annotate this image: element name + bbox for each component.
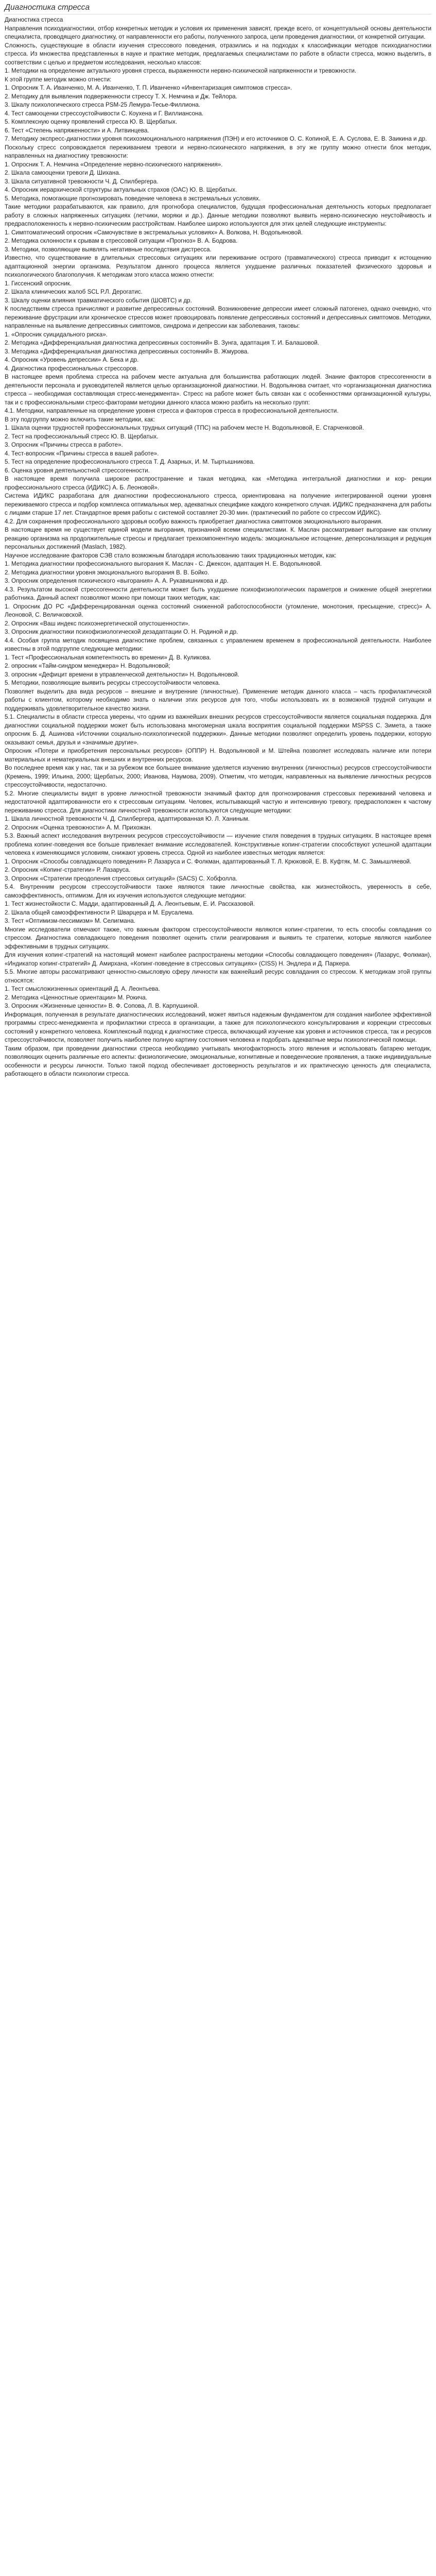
paragraph: 5. Комплексную оценку проявлений стресса Ю. В. Щербатых. (5, 118, 178, 125)
paragraph: 1. «Опросник суицидального риска». (5, 331, 108, 338)
paragraph: 2. Шкала общей самоэффективности Р. Шварцера и М. Ерусалема. (5, 909, 194, 916)
paragraph: К этой группе методик можно отнести: (5, 76, 112, 83)
paragraph: 3. опросник «Дефицит времени в управленческой деятельности» Н. Водопьяновой. (5, 671, 239, 678)
paragraph: 7. Методику экспресс-диагностики уровня психоэмоционального напряжения (ПЭН) и его источников О. С. Копиной, Е. А. Суслова, Е. В. Заикина и др. (5, 135, 427, 142)
paragraph: 2. Методика диагностики уровня эмоционального выгорания В. В. Бойко. (5, 569, 210, 576)
paragraph: 4. Тест-вопросник «Причины стресса в вашей работе». (5, 450, 159, 457)
paragraph: 6. Тест «Степень напряженности» и А. Литвинцева. (5, 127, 149, 134)
page-title: Диагностика стресса (5, 3, 431, 14)
paragraph: 5.3. Важный аспект исследования внутренних ресурсов стрессоустойчивости — изучение стиля поведения в трудных ситуациях. В настоящее время проблема копинг-поведения все больше привлекает внимание исследователей. Конструктивные копинг-стратегии способствуют успешной адаптации человека к изменяющимся условиям, снижают уровень стресса. Одной из наиболее известных методик является: (5, 833, 431, 856)
paragraph: 1. Методики на определение актуального уровня стресса, выраженности нервно-психической напряженности и тревожности. (5, 67, 357, 74)
paragraph: 5.1. Специалисты в области стресса уверены, что одним из важнейших внешних ресурсов стрессоустойчивости является социальная поддержка. Для диагностики социальной поддержки может быть использована многомерная шкала восприятия социальной поддержки MSPSS С. Зимета, а также опросник Б. Д. Ашинова «Источники социально-психологической поддержки». Данные методики позволяют определить уровень поддержки, которую оказывают семья, друзья и «значимые другие». (5, 714, 431, 746)
paragraph: 4.1. Методики, направленные на определение уровня стресса и факторов стресса в профессиональной деятельности. (5, 408, 339, 414)
paragraph: 5.5. Многие авторы рассматривают ценностно-смысловую сферу личности как важнейший ресурс совладания со стрессом. К методикам этой группы относятся: (5, 969, 431, 984)
paragraph: Такие методики разрабатываются, как правило, для прогнобора специалистов, будущая профессиональная деятельность которых предполагает работу в сложных напряженных ситуациях (летчики, моряки и др.). Данные методики позволяют выявить нервно-психическую неустойчивость и предрасположенность к нервно-психическим расстройствам. Наиболее широко используются для этих целей следующие инструменты: (5, 204, 431, 227)
paragraph: Диагностика стресса (5, 16, 63, 23)
paragraph: Система ИДИКС разработана для диагностики профессионального стресса, ориентирована на получение интегрированной оценки уровня переживаемого стресса и подбор комплекса оптимальных мер, адекватных специфике каждого конкретного случая. ИДИКС предназначена для работы с лицами старше 17 лет. Стандартное время работы с системой составляет 20-30 мин. (практический по работе со стрессом ИДИКС). (5, 493, 431, 516)
paragraph: 3. Методики, позволяющие выявлять негативные последствия дистресса. (5, 246, 212, 253)
paragraph: Опросник «Потери и приобретения персональных ресурсов» (ОППР) Н. Водопьяновой и М. Штейна позволяет исследовать наличие или потери материальных и нематериальных внешних и внутренних ресурсов. (5, 748, 431, 763)
paragraph: 1. Тест смысложизненных ориентаций Д. А. Леонтьева. (5, 986, 160, 992)
paragraph: Поскольку стресс сопровождается переживанием тревоги и нервно-психического напряжения, в эту же группу можно отнести блок методик, направленных на диагностику тревожности: (5, 144, 431, 159)
paragraph: В настоящее время не существует единой модели выгорания, признанной всеми специалистами. К. Маслач рассматривает выгорание как отклику реакцию организма на продолжительные стрессы и предлагает трехкомпонентную модель: эмоциональное истощение, деперсонализация и редукция персональных достижений (Maslach, 1982). (5, 527, 431, 550)
paragraph: Информация, полученная в результате диагностических исследований, может явиться надежным фундаментом для создания наиболее эффективной программы стресс-менеджмента и профилактики стресса в организации, а также для психологического консультирования и коррекции стрессовых состояний у конкретного человека. Комплексный подход к диагностике стресса, включающий изучение как уровня и источников стресса, так и ресурсов стрессоустойчивости, позволяет получить наиболее полную картину состояния человека и подобрать адекватные меры психологической помощи. (5, 1011, 431, 1043)
paragraph: 2. Методика «Ценностные ориентации» М. Рокича. (5, 994, 147, 1001)
paragraph: 1. Опросник ДО PC «Дифференцированная оценка состояний сниженной работоспособности (утомление, монотония, пресыщение, стресс)» А. Леоновой, С. Величковской. (5, 603, 431, 618)
paragraph: 3. Методика «Дифференциальная диагностика депрессивных состояний» В. Жмурова. (5, 348, 249, 355)
paragraph: Таким образом, при проведении диагностики стресса необходимо учитывать многофакторность этого явления и использовать батарею методик, позволяющих оценить различные его аспекты: физиологические, эмоциональные, когнитивные и поведенческие проявления, а также индивидуальные особенности и ресурсы личности. Только такой подход обеспечивает достоверность результатов и их практическую ценность для специалиста, работающего в области психологии стресса. (5, 1045, 431, 1077)
paragraph: В эту подгруппу можно включить такие методики, как: (5, 416, 155, 423)
paragraph: 3. Шкала ситуативной тревожности Ч. Д. Спилбергера. (5, 178, 159, 185)
paragraph: 5. Методика, помогающие прогнозировать поведение человека в экстремальных условиях. (5, 195, 260, 202)
paragraph: 4.4. Особая группа методик посвящена диагностике проблем, связанных с управлением временем в профессиональной деятельности. Наиболее известны в этой подгруппе следующие методики: (5, 637, 431, 652)
document (0, 0, 436, 1084)
paragraph: 1. Шкала оценки трудностей профессиональных трудных ситуаций (ТПС) на рабочем месте Н. Водопьяновой, Е. Старченковой. (5, 425, 364, 431)
paragraph: 5. Тест на определение профессионального стресса Т. Д. Азарных, И. М. Тыртышникова. (5, 459, 255, 465)
paragraph: 1. Опросник «Способы совладающего поведения» Р. Лазаруса и С. Фолкман, адаптированный Т. Л. Крюковой, Е. В. Куфтяк, М. С. Замышляевой. (5, 858, 412, 865)
paragraph: 1. Тест «Профессиональная компетентность во времени» Д. В. Куликова. (5, 654, 212, 661)
paragraph: 3. Опросник «Стратегии преодоления стрессовых ситуаций» (SACS) С. Хобфолла. (5, 875, 237, 882)
paragraph: 6. Оценка уровня деятельностной стрессогенности. (5, 467, 150, 474)
paragraph: Во последнее время как у нас, так и за рубежом все большее внимание уделяется изучению внутренних (личностных) ресурсов стрессоустойчивости (Кремень, 1999; Ильина, 2000; Щербатых, 2000; Иванова, Наумова, 2009). Отметим, что методик, направленных на выявление личностных ресурсов стрессоустойчивости, недостаточно. (5, 765, 431, 788)
document-body (5, 16, 431, 1079)
paragraph: 3. Опросник «Жизненные ценности» В. Ф. Сопова, Л. В. Карпушиной. (5, 1003, 199, 1009)
paragraph: 2. Шкала самооценки тревоги Д. Шихана. (5, 170, 120, 176)
paragraph: 1. Опросник Т. А. Иванченко, М. А. Иванченко, Т. П. Иванченко «Инвентаризация симптомов стресса». (5, 84, 292, 91)
paragraph: 1. Гиссенский опросник. (5, 280, 72, 287)
paragraph: 2. Опросник «Ваш индекс психоэнергетической опустошенности». (5, 620, 190, 627)
paragraph: 1. Тест жизнестойкости С. Мадди, адаптированный Д. А. Леонтьевым, Е. И. Рассказовой. (5, 901, 255, 907)
paragraph: 2. Методика склонности к срывам в стрессовой ситуации «Прогноз» В. А. Бодрова. (5, 238, 238, 244)
paragraph: 2. Методику для выявления подверженности стрессу Т. Х. Немчина и Дж. Тейлора. (5, 93, 237, 100)
paragraph: 1. Симптоматический опросник «Самочувствие в экстремальных условиях» А. Волкова, Н. Водопьяновой. (5, 229, 303, 236)
paragraph: 4. Опросник иерархической структуры актуальных страхов (ОАС) Ю. В. Щербатых. (5, 187, 237, 193)
paragraph: Позволяет выделить два вида ресурсов – внешние и внутренние (личностные). Применение методик данного класса – часть профилактической работы с клиентом, которому необходимо знать о наличии этих ресурсов для того, чтобы использовать их в возможной трудной ситуации и поддерживать удовлетворительное качество жизни. (5, 688, 431, 712)
paragraph: 2. Опросник «Оценка тревожности» А. М. Прихожан. (5, 824, 152, 831)
paragraph: 2. Тест на профессиональный стресс Ю. В. Щербатых. (5, 433, 159, 440)
paragraph: 1. Опросник Т. А. Немчина «Определение нервно-психического напряжения». (5, 161, 223, 168)
paragraph: 2. Опросник «Копинг-стратегии» Р. Лазаруса. (5, 867, 131, 873)
paragraph: Научное исследование факторов СЭВ стало возможным благодаря использованию таких традиционных методик, как: (5, 552, 337, 559)
paragraph: 2. Методика «Дифференциальная диагностика депрессивных состояний» В. Зунга, адаптация Т. И. Балашовой. (5, 340, 320, 346)
paragraph: 3. Опросник диагностики психофизиологической дезадаптации О. Н. Родиной и др. (5, 629, 238, 635)
paragraph: 5. Методики, позволяющие выявить ресурсы стрессоустойчивости человека. (5, 680, 220, 686)
paragraph: Направления психодиагностики, отбор конкретных методик и условия их применения зависят, прежде всего, от концептуальной основы деятельности специалиста, проводящего диагностику, от направленности его работы, полученного запроса, цели проведения диагностики, от конкретной ситуации. (5, 25, 431, 40)
paragraph: 4. Опросник «Уровень депрессии» А. Бека и др. (5, 357, 139, 363)
paragraph: 5.4. Внутренним ресурсом стрессоустойчивости также являются такие личностные свойства, как жизнестойкость, уверенность в себе, самоэффективность, оптимизм. Для их изучения используются следующие методики: (5, 884, 431, 899)
paragraph: 4. Диагностика профессиональных стрессоров. (5, 365, 138, 372)
paragraph: В настоящее время получила широкое распространение и такая методика, как «Методика интегральной диагностики и кор- рекции профессионального стресса (ИДИКС) А. Б. Леоновой». (5, 476, 431, 491)
paragraph: В настоящее время проблема стресса на рабочем месте актуальна для большинства работающих людей. Знание факторов стрессогенности в деятельности персонала и руководителей является целью организационной диагностики. Н. Водопьянова считает, что «организационная диагностика стресса – необходимая составляющая стресс-менеджмента». Стресс на работе может быть связан как с особенностями организационной культуры, так и с профессиональными стресс-факторами методики данного класса можно разбить на несколько групп: (5, 374, 431, 406)
paragraph: 3. Опросник определения психического «выгорания» А. А. Рукавишникова и др. (5, 578, 229, 584)
paragraph: 4. Тест самооценки стрессоустойчивости С. Коухена и Г. Виллиансона. (5, 110, 204, 117)
paragraph: 1. Методика диагностики профессионального выгорания К. Маслач - С. Джексон, адаптация Н. Е. Водопьяновой. (5, 561, 322, 567)
paragraph: Известно, что существование в длительных стрессовых ситуациях или переживание острого (травматического) стресса приводит к истощению адаптационной энергии организма. Результатом данного процесса является ухудшение различных показателей физического здоровья и психологического благополучия. К методикам этого класса можно отнести: (5, 255, 431, 278)
paragraph: 1. Шкала личностной тревожности Ч. Д. Спилбергера, адаптированная Ю. Л. Ханиным. (5, 816, 250, 822)
paragraph: 2. Шкала клинических жалоб SCL Р.Л. Дерогатис. (5, 289, 143, 295)
paragraph: К последствиям стресса причисляют и развитие депрессивных состояний. Возникновение депрессии имеет сложный патогенез, однако очевидно, что переживание фрустрации или хроническое стрессов может провоцировать появление депрессивных состояний и депрессивных симптомов. Методики, направленные на выявление депрессивных симптомов, синдрома и депрессии как заболевания, таковы: (5, 306, 431, 329)
paragraph: 4.3. Результатом высокой стрессогенности деятельности может быть ухудшение психофизиологических параметров и снижение общей энергетики работника. Данный аспект позволяют можно при помощи таких методик, как: (5, 586, 431, 601)
paragraph: 2. опросник «Тайм-синдром менеджера» Н. Водопьяновой; (5, 663, 170, 669)
paragraph: 3. Шкалу психологического стресса PSM-25 Лемура-Тесье-Филлиона. (5, 101, 200, 108)
paragraph: Для изучения копинг-стратегий на настоящий момент наиболее распространены методики «Способы совладающего поведения» (Лазарус, Фолкман), «Индикатор копинг-стратегий» Д. Амирхана, «Копинг-поведение в стрессовых ситуациях» (CISS) Н. Эндлера и Д. Паркера. (5, 952, 431, 967)
paragraph: Сложность, существующие в области изучения стрессового поведения, отразились и на подходах к классификации методов психодиагностики стресса. Из множества представленных в науке и практике методик, предлагаемых специалистами по работе в области стресса, можно выделить, в соответствии с целью и предметом исследования, несколько классов: (5, 42, 431, 66)
paragraph: 5.2. Многие специалисты видят в уровне личностной тревожности значимый фактор для прогнозирования стрессовых переживаний человека и недостаточной адаптированности его к стрессовым ситуациям. Человек, испытывающий частую и интенсивную тревогу, предрасположен к частому переживанию стресса. Для диагностики личностной тревожности используются следующие методики: (5, 790, 431, 814)
paragraph: 3. Шкалу оценки влияния травматического события (ШОВТС) и др. (5, 297, 192, 304)
paragraph: 3. Тест «Оптимизм-пессимизм» М. Селигмана. (5, 918, 135, 924)
paragraph: Многие исследователи отмечают также, что важным фактором стрессоустойчивости являются копинг-стратегии, то есть способы совладания со стрессом. Диагностика совладающего поведения позволяет оценить стили реагирования и выявить те стратегии, которые являются наиболее эффективными в трудных ситуациях. (5, 926, 431, 950)
paragraph: 3. Опросник «Причины стресса в работе». (5, 442, 123, 448)
paragraph: 4.2. Для сохранения профессионального здоровья особую важность приобретает диагностика симптомов эмоционального выгорания. (5, 518, 383, 525)
